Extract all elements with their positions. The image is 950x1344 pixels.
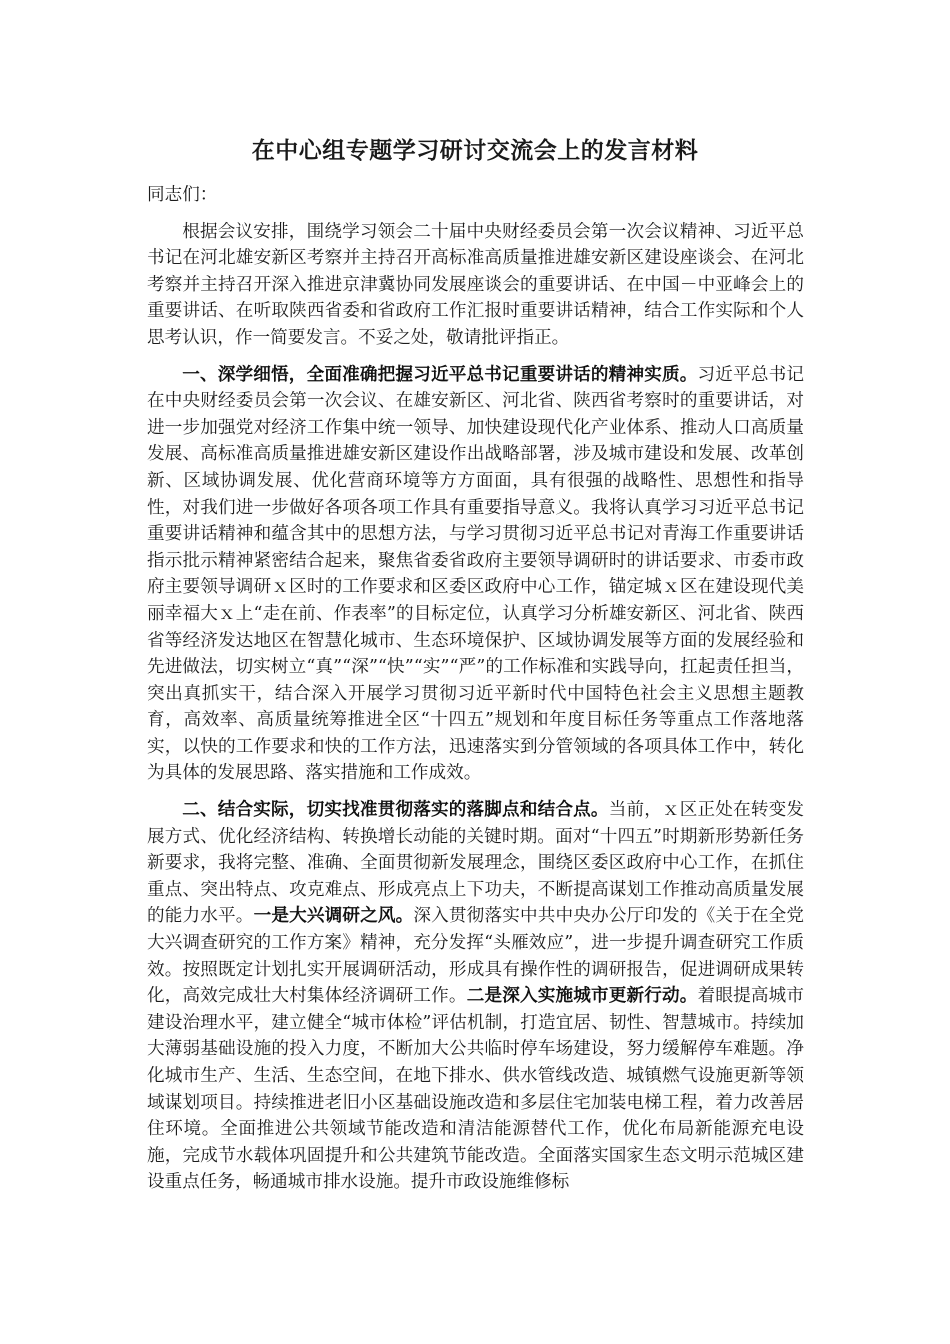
section-2-body: 当前，ｘ区正处在转变发展方式、优化经济结构、转换增长动能的关键时期。面对“十四五”时期新形势新任务新要求，我将完整、准确、全面贯彻新发展理念，围绕区委区政府中心工作，在抓住重点、突出特点、攻克难点、形成亮点上下功夫，不断提高谋划工作推动高质量发展的能力水平。 <box>147 800 804 927</box>
section-2-paragraph <box>147 797 804 1196</box>
document-body <box>147 182 804 1206</box>
salutation: 同志们： <box>147 185 218 205</box>
point-1-body: 深入贯彻落实中共中央办公厅印发的《关于在全党大兴调查研究的工作方案》精神，充分发挥“头雁效应”，进一步提升调查研究工作质效。按照既定计划扎实开展调研活动，形成具有操作性的调研报告，促进调研成果转化，高效完成壮大村集体经济调研工作。 <box>147 906 804 1007</box>
point-2-body: 着眼提高城市建设治理水平，建立健全“城市体检”评估机制，打造宜居、韧性、智慧城市。持续加大薄弱基础设施的投入力度，不断加大公共临时停车场建设，努力缓解停车难题。净化城市生产、生活、生态空间，在地下排水、供水管线改造、城镇燃气设施更新等领域谋划项目。持续推进老旧小区基础设施改造和多层住宅加装电梯工程，着力改善居住环境。全面推进公共领域节能改造和清洁能源替代工作，优化布局新能源充电设施，完成节水载体巩固提升和公共建筑节能改造。全面落实国家生态文明示范城区建设重点任务，畅通城市排水设施。提升市政设施维修标 <box>147 986 804 1193</box>
section-1-heading: 一、深学细悟，全面准确把握习近平总书记重要讲话的精神实质。 <box>182 363 698 385</box>
section-1-paragraph <box>147 362 804 788</box>
document-title: 在中心组专题学习研讨交流会上的发言材料 <box>251 138 699 164</box>
section-1-body: 习近平总书记在中央财经委员会第一次会议、在雄安新区、河北省、陕西省考察时的重要讲话，对进一步加强党对经济工作集中统一领导、加快建设现代化产业体系、推动人口高质量发展、高标准高质量推进雄安新区建设作出战略部署，涉及城市建设和发展、改革创新、区域协调发展、优化营商环境等方方面面，具有很强的战略性、思想性和指导性，对我们进一步做好各项各项工作具有重要指导意义。我将认真学习习近平总书记重要讲话精神和蕴含其中的思想方法，与学习贯彻习近平总书记对青海工作重要讲话指示批示精神紧密结合起来，聚焦省委省政府主要领导调研时的讲话要求、市委市政府主要领导调研ｘ区时的工作要求和区委区政府中心工作，锚定城ｘ区在建设现代美丽幸福大ｘ上“走在前、作表率”的目标定位，认真学习分析雄安新区、河北省、陕西省等经济发达地区在智慧化城市、生态环境保护、区域协调发展等方面的发展经验和先进做法，切实树立“真”“深”“快”“实”“严”的工作标准和实践导向，扛起责任担当，突出真抓实干，结合深入开展学习贯彻习近平新时代中国特色社会主义思想主题教育，高效率、高质量统筹推进全区“十四五”规划和年度目标任务等重点工作落地落实，以快的工作要求和快的工作方法，迅速落实到分管领域的各项具体工作中，转化为具体的发展思路、落实措施和工作成效。 <box>147 364 804 784</box>
section-2-heading: 二、结合实际，切实找准贯彻落实的落脚点和结合点。 <box>182 799 609 821</box>
point-2-heading: 二是深入实施城市更新行动。 <box>466 985 698 1007</box>
intro-paragraph: 根据会议安排，围绕学习领会二十届中央财经委员会第一次会议精神、习近平总书记在河北雄安新区考察并主持召开高标准高质量推进雄安新区建设座谈会、在河北考察并主持召开深入推进京津冀协同发展座谈会的重要讲话、在中国－中亚峰会上的重要讲话、在听取陕西省委和省政府工作汇报时重要讲话精神，结合工作实际和个人思考认识，作一简要发言。不妥之处，敬请批评指正。 <box>147 221 804 348</box>
point-1-heading: 一是大兴调研之风。 <box>253 905 414 927</box>
